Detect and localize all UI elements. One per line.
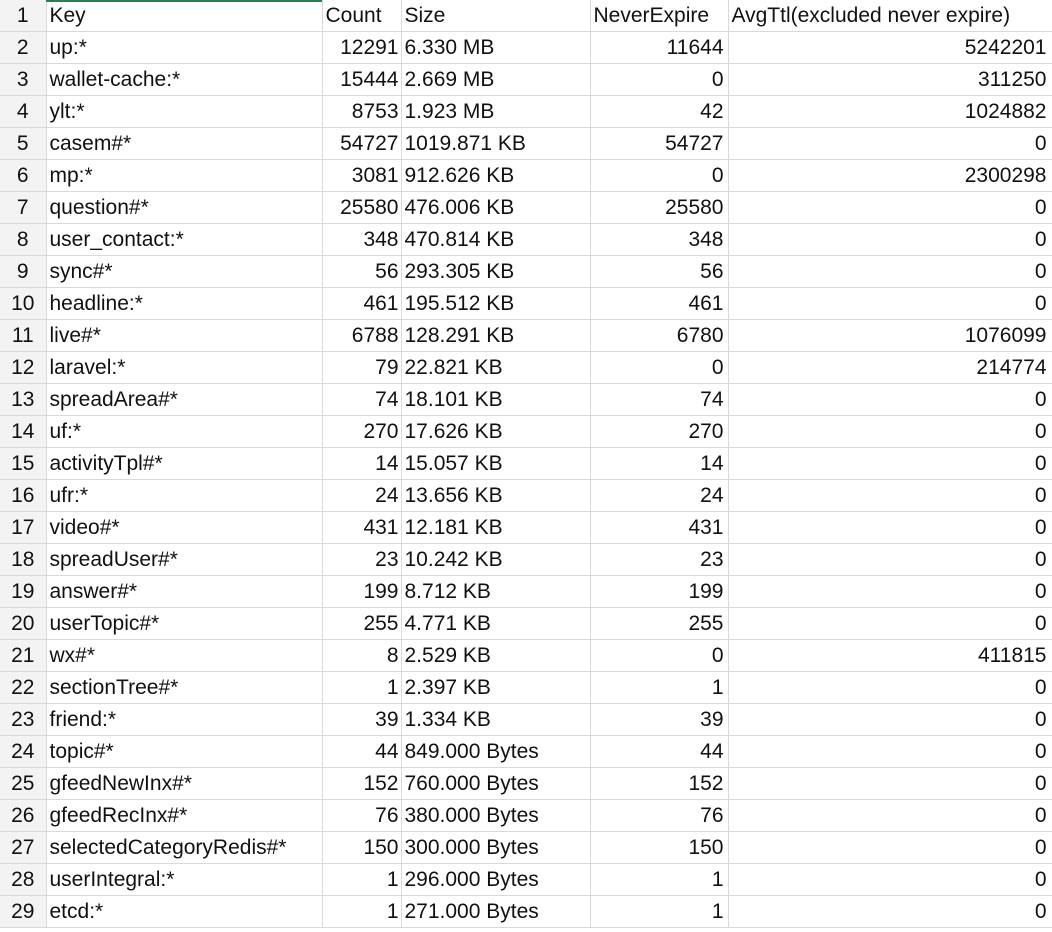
- cell-size[interactable]: 2.397 KB: [401, 672, 590, 704]
- cell-avg-ttl[interactable]: 1076099: [728, 320, 1052, 352]
- cell-avg-ttl[interactable]: 0: [728, 864, 1052, 896]
- cell-key[interactable]: etcd:*: [46, 896, 322, 928]
- cell-never-expire[interactable]: 431: [590, 512, 728, 544]
- cell-never-expire[interactable]: 76: [590, 800, 728, 832]
- row-number[interactable]: 16: [0, 480, 46, 512]
- cell-never-expire[interactable]: 25580: [590, 192, 728, 224]
- table-row: [0, 672, 1052, 704]
- table-row: [0, 896, 1052, 928]
- table-row: [0, 640, 1052, 672]
- cell-key[interactable]: selectedCategoryRedis#*: [46, 832, 322, 864]
- selected-column-indicator: [46, 0, 322, 2]
- cell-never-expire[interactable]: 24: [590, 480, 728, 512]
- cell-count[interactable]: 199: [322, 576, 401, 608]
- cell-size[interactable]: 380.000 Bytes: [401, 800, 590, 832]
- table-row: [0, 224, 1052, 256]
- row-number[interactable]: 5: [0, 128, 46, 160]
- cell-count[interactable]: 150: [322, 832, 401, 864]
- header-key[interactable]: Key: [46, 0, 322, 32]
- cell-key[interactable]: userIntegral:*: [46, 864, 322, 896]
- row-number[interactable]: 24: [0, 736, 46, 768]
- cell-size[interactable]: 13.656 KB: [401, 480, 590, 512]
- cell-avg-ttl[interactable]: 0: [728, 224, 1052, 256]
- table-row: [0, 288, 1052, 320]
- cell-size[interactable]: 18.101 KB: [401, 384, 590, 416]
- cell-key[interactable]: live#*: [46, 320, 322, 352]
- cell-never-expire[interactable]: 56: [590, 256, 728, 288]
- cell-count[interactable]: 15444: [322, 64, 401, 96]
- cell-avg-ttl[interactable]: 0: [728, 544, 1052, 576]
- cell-size[interactable]: 912.626 KB: [401, 160, 590, 192]
- cell-never-expire[interactable]: 0: [590, 352, 728, 384]
- cell-avg-ttl[interactable]: 311250: [728, 64, 1052, 96]
- cell-key[interactable]: user_contact:*: [46, 224, 322, 256]
- cell-avg-ttl[interactable]: 5242201: [728, 32, 1052, 64]
- cell-never-expire[interactable]: 54727: [590, 128, 728, 160]
- cell-key[interactable]: sync#*: [46, 256, 322, 288]
- cell-never-expire[interactable]: 1: [590, 896, 728, 928]
- cell-avg-ttl[interactable]: 0: [728, 896, 1052, 928]
- table-row: [0, 384, 1052, 416]
- cell-avg-ttl[interactable]: 0: [728, 672, 1052, 704]
- cell-count[interactable]: 270: [322, 416, 401, 448]
- table-row: [0, 736, 1052, 768]
- cell-size[interactable]: 300.000 Bytes: [401, 832, 590, 864]
- cell-key[interactable]: video#*: [46, 512, 322, 544]
- cell-count[interactable]: 8753: [322, 96, 401, 128]
- cell-avg-ttl[interactable]: 0: [728, 416, 1052, 448]
- cell-size[interactable]: 271.000 Bytes: [401, 896, 590, 928]
- cell-avg-ttl[interactable]: 0: [728, 480, 1052, 512]
- cell-key[interactable]: friend:*: [46, 704, 322, 736]
- row-number[interactable]: 26: [0, 800, 46, 832]
- row-number[interactable]: 23: [0, 704, 46, 736]
- cell-avg-ttl[interactable]: 411815: [728, 640, 1052, 672]
- cell-avg-ttl[interactable]: 0: [728, 704, 1052, 736]
- cell-count[interactable]: 76: [322, 800, 401, 832]
- cell-count[interactable]: 1: [322, 864, 401, 896]
- cell-count[interactable]: 348: [322, 224, 401, 256]
- cell-count[interactable]: 8: [322, 640, 401, 672]
- cell-avg-ttl[interactable]: 0: [728, 256, 1052, 288]
- cell-never-expire[interactable]: 150: [590, 832, 728, 864]
- cell-count[interactable]: 23: [322, 544, 401, 576]
- cell-never-expire[interactable]: 0: [590, 160, 728, 192]
- cell-never-expire[interactable]: 255: [590, 608, 728, 640]
- cell-avg-ttl[interactable]: 0: [728, 576, 1052, 608]
- row-number[interactable]: 7: [0, 192, 46, 224]
- row-number[interactable]: 22: [0, 672, 46, 704]
- cell-never-expire[interactable]: 1: [590, 864, 728, 896]
- table-row: [0, 192, 1052, 224]
- cell-count[interactable]: 54727: [322, 128, 401, 160]
- cell-never-expire[interactable]: 44: [590, 736, 728, 768]
- cell-key[interactable]: wallet-cache:*: [46, 64, 322, 96]
- table-row: [0, 32, 1052, 64]
- cell-key[interactable]: uf:*: [46, 416, 322, 448]
- cell-count[interactable]: 14: [322, 448, 401, 480]
- cell-count[interactable]: 24: [322, 480, 401, 512]
- cell-avg-ttl[interactable]: 1024882: [728, 96, 1052, 128]
- cell-key[interactable]: spreadUser#*: [46, 544, 322, 576]
- row-number[interactable]: 3: [0, 64, 46, 96]
- cell-count[interactable]: 79: [322, 352, 401, 384]
- row-number[interactable]: 8: [0, 224, 46, 256]
- table-row: [0, 64, 1052, 96]
- cell-count[interactable]: 431: [322, 512, 401, 544]
- cell-count[interactable]: 12291: [322, 32, 401, 64]
- row-number[interactable]: 29: [0, 896, 46, 928]
- cell-key[interactable]: wx#*: [46, 640, 322, 672]
- cell-size[interactable]: 293.305 KB: [401, 256, 590, 288]
- cell-never-expire[interactable]: 6780: [590, 320, 728, 352]
- cell-avg-ttl[interactable]: 0: [728, 384, 1052, 416]
- cell-size[interactable]: 1019.871 KB: [401, 128, 590, 160]
- cell-never-expire[interactable]: 199: [590, 576, 728, 608]
- cell-key[interactable]: userTopic#*: [46, 608, 322, 640]
- cell-count[interactable]: 56: [322, 256, 401, 288]
- cell-key[interactable]: ufr:*: [46, 480, 322, 512]
- row-number[interactable]: 14: [0, 416, 46, 448]
- cell-avg-ttl[interactable]: 0: [728, 128, 1052, 160]
- cell-size[interactable]: 15.057 KB: [401, 448, 590, 480]
- row-number[interactable]: 9: [0, 256, 46, 288]
- header-never-expire[interactable]: NeverExpire: [590, 0, 728, 32]
- cell-key[interactable]: gfeedNewInx#*: [46, 768, 322, 800]
- header-count[interactable]: Count: [322, 0, 401, 32]
- cell-key[interactable]: question#*: [46, 192, 322, 224]
- row-number[interactable]: 19: [0, 576, 46, 608]
- table-row: [0, 256, 1052, 288]
- table-row: [0, 96, 1052, 128]
- cell-count[interactable]: 255: [322, 608, 401, 640]
- cell-size[interactable]: 1.923 MB: [401, 96, 590, 128]
- table-row: [0, 544, 1052, 576]
- cell-never-expire[interactable]: 0: [590, 64, 728, 96]
- row-number[interactable]: 17: [0, 512, 46, 544]
- cell-avg-ttl[interactable]: 0: [728, 448, 1052, 480]
- row-number[interactable]: 6: [0, 160, 46, 192]
- row-number[interactable]: 4: [0, 96, 46, 128]
- cell-size[interactable]: 17.626 KB: [401, 416, 590, 448]
- cell-size[interactable]: 10.242 KB: [401, 544, 590, 576]
- cell-never-expire[interactable]: 0: [590, 640, 728, 672]
- cell-size[interactable]: 8.712 KB: [401, 576, 590, 608]
- cell-never-expire[interactable]: 461: [590, 288, 728, 320]
- cell-size[interactable]: 470.814 KB: [401, 224, 590, 256]
- cell-count[interactable]: 1: [322, 896, 401, 928]
- cell-size[interactable]: 476.006 KB: [401, 192, 590, 224]
- header-avg-ttl[interactable]: AvgTtl(excluded never expire): [728, 0, 1052, 32]
- cell-avg-ttl[interactable]: 0: [728, 192, 1052, 224]
- cell-size[interactable]: 128.291 KB: [401, 320, 590, 352]
- cell-key[interactable]: headline:*: [46, 288, 322, 320]
- cell-key[interactable]: activityTpl#*: [46, 448, 322, 480]
- table-row: [0, 800, 1052, 832]
- cell-avg-ttl[interactable]: 2300298: [728, 160, 1052, 192]
- cell-never-expire[interactable]: 270: [590, 416, 728, 448]
- table-row: [0, 128, 1052, 160]
- cell-count[interactable]: 6788: [322, 320, 401, 352]
- table-row: [0, 320, 1052, 352]
- cell-avg-ttl[interactable]: 0: [728, 608, 1052, 640]
- cell-count[interactable]: 74: [322, 384, 401, 416]
- cell-size[interactable]: 2.669 MB: [401, 64, 590, 96]
- cell-key[interactable]: topic#*: [46, 736, 322, 768]
- cell-size[interactable]: 22.821 KB: [401, 352, 590, 384]
- cell-count[interactable]: 25580: [322, 192, 401, 224]
- cell-key[interactable]: laravel:*: [46, 352, 322, 384]
- cell-avg-ttl[interactable]: 0: [728, 768, 1052, 800]
- row-number[interactable]: 15: [0, 448, 46, 480]
- row-number[interactable]: 28: [0, 864, 46, 896]
- cell-never-expire[interactable]: 1: [590, 672, 728, 704]
- cell-never-expire[interactable]: 74: [590, 384, 728, 416]
- table-row: [0, 160, 1052, 192]
- cell-key[interactable]: mp:*: [46, 160, 322, 192]
- row-number[interactable]: 27: [0, 832, 46, 864]
- cell-avg-ttl[interactable]: 214774: [728, 352, 1052, 384]
- table-row: [0, 704, 1052, 736]
- header-size[interactable]: Size: [401, 0, 590, 32]
- cell-key[interactable]: sectionTree#*: [46, 672, 322, 704]
- cell-size[interactable]: 12.181 KB: [401, 512, 590, 544]
- cell-count[interactable]: 39: [322, 704, 401, 736]
- row-number[interactable]: 10: [0, 288, 46, 320]
- cell-key[interactable]: gfeedRecInx#*: [46, 800, 322, 832]
- cell-count[interactable]: 461: [322, 288, 401, 320]
- table-row: [0, 768, 1052, 800]
- table-row: [0, 352, 1052, 384]
- cell-size[interactable]: 6.330 MB: [401, 32, 590, 64]
- row-number[interactable]: 21: [0, 640, 46, 672]
- row-number[interactable]: 18: [0, 544, 46, 576]
- cell-never-expire[interactable]: 11644: [590, 32, 728, 64]
- cell-size[interactable]: 195.512 KB: [401, 288, 590, 320]
- cell-count[interactable]: 44: [322, 736, 401, 768]
- cell-count[interactable]: 1: [322, 672, 401, 704]
- cell-key[interactable]: spreadArea#*: [46, 384, 322, 416]
- table-row: [0, 512, 1052, 544]
- cell-never-expire[interactable]: 14: [590, 448, 728, 480]
- table-row: [0, 832, 1052, 864]
- row-number[interactable]: 2: [0, 32, 46, 64]
- cell-count[interactable]: 3081: [322, 160, 401, 192]
- cell-never-expire[interactable]: 39: [590, 704, 728, 736]
- cell-size[interactable]: 849.000 Bytes: [401, 736, 590, 768]
- table-row: [0, 576, 1052, 608]
- cell-avg-ttl[interactable]: 0: [728, 736, 1052, 768]
- table-row: [0, 480, 1052, 512]
- cell-avg-ttl[interactable]: 0: [728, 832, 1052, 864]
- row-number[interactable]: 20: [0, 608, 46, 640]
- table-row: [0, 864, 1052, 896]
- table-row: [0, 608, 1052, 640]
- row-number[interactable]: 1: [0, 0, 46, 32]
- table-row: [0, 416, 1052, 448]
- header-row: [0, 0, 1052, 32]
- cell-key[interactable]: ylt:*: [46, 96, 322, 128]
- cell-size[interactable]: 760.000 Bytes: [401, 768, 590, 800]
- cell-key[interactable]: casem#*: [46, 128, 322, 160]
- cell-size[interactable]: 2.529 KB: [401, 640, 590, 672]
- row-number[interactable]: 11: [0, 320, 46, 352]
- cell-size[interactable]: 1.334 KB: [401, 704, 590, 736]
- cell-never-expire[interactable]: 42: [590, 96, 728, 128]
- cell-key[interactable]: answer#*: [46, 576, 322, 608]
- row-number[interactable]: 12: [0, 352, 46, 384]
- cell-size[interactable]: 4.771 KB: [401, 608, 590, 640]
- row-number[interactable]: 13: [0, 384, 46, 416]
- cell-never-expire[interactable]: 23: [590, 544, 728, 576]
- cell-never-expire[interactable]: 348: [590, 224, 728, 256]
- cell-avg-ttl[interactable]: 0: [728, 288, 1052, 320]
- table-row: [0, 448, 1052, 480]
- cell-avg-ttl[interactable]: 0: [728, 512, 1052, 544]
- cell-size[interactable]: 296.000 Bytes: [401, 864, 590, 896]
- cell-never-expire[interactable]: 152: [590, 768, 728, 800]
- cell-count[interactable]: 152: [322, 768, 401, 800]
- cell-avg-ttl[interactable]: 0: [728, 800, 1052, 832]
- cell-key[interactable]: up:*: [46, 32, 322, 64]
- row-number[interactable]: 25: [0, 768, 46, 800]
